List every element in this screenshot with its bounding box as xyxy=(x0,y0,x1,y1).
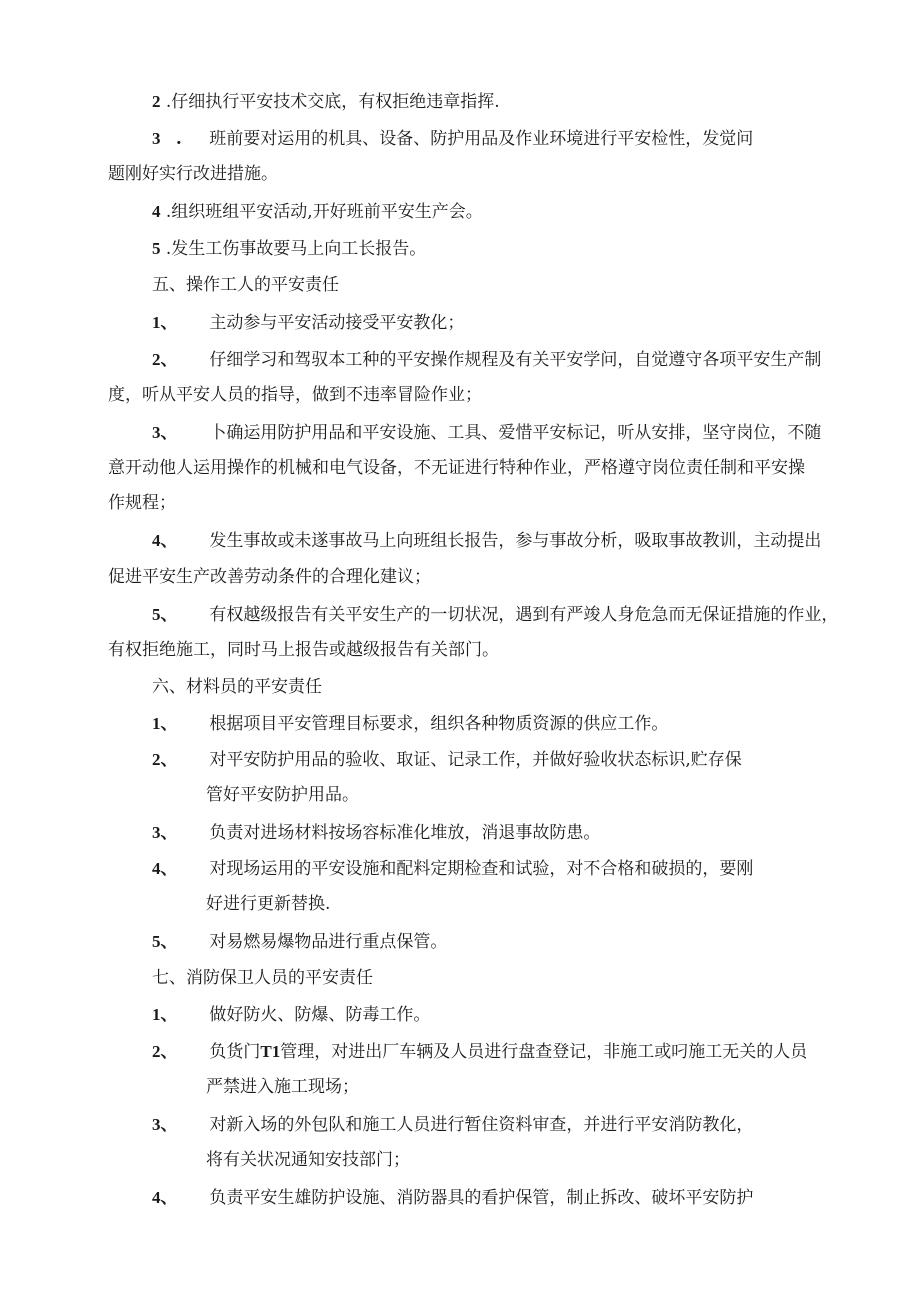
item-text: .仔细执行平安技术交底，有权拒绝违章指挥. xyxy=(165,92,500,112)
item-dot: . xyxy=(175,129,182,149)
item-text: 班前要对运用的机具、设备、防护用品及作业环境进行平安检性，发觉问 xyxy=(209,129,754,149)
s6-item-5 xyxy=(152,930,447,954)
item-number: 1、 xyxy=(152,1005,178,1024)
item-number: 5、 xyxy=(152,605,178,624)
item-text-a: 负货门 xyxy=(209,1042,261,1062)
s7-item-2-cont: 严禁进入施工现场； xyxy=(206,1077,359,1097)
s4-item-3 xyxy=(152,127,753,151)
s5-item-1 xyxy=(152,311,464,335)
item-text: 有权越级报告有关平安生产的一切状况，遇到有严竣人身危急而无保证措施的作业， xyxy=(209,605,839,625)
s7-item-2 xyxy=(152,1040,807,1064)
item-text: 负责平安生雄防护设施、消防器具的看护保管，制止拆改、破坏平安防护 xyxy=(209,1188,754,1208)
item-text: 仔细学习和驾驭本工种的平安操作规程及有关平安学问，自觉遵守各项平安生产制 xyxy=(209,350,822,370)
s7-item-4 xyxy=(152,1186,753,1210)
item-number: 5 xyxy=(152,239,161,258)
s5-item-3-cont: 意开动他人运用操作的机械和电气设备，不无证进行特种作业，严格遵守岗位责任制和平安操 xyxy=(108,458,805,478)
item-number: 1、 xyxy=(152,714,178,733)
s5-item-3-cont2: 作规程； xyxy=(108,493,176,513)
item-number: 3、 xyxy=(152,423,178,442)
item-text-b: T1 xyxy=(260,1042,281,1061)
s5-item-5 xyxy=(152,603,838,627)
item-number: 2、 xyxy=(152,1042,178,1061)
item-number: 3 xyxy=(152,129,161,148)
s7-item-1 xyxy=(152,1003,430,1027)
s7-item-3 xyxy=(152,1113,753,1137)
section-heading-6: 六、材料员的平安责任 xyxy=(152,677,322,697)
item-text: .发生工伤事故要马上向工长报告。 xyxy=(165,239,427,259)
item-number: 2 xyxy=(152,92,161,111)
s6-item-2 xyxy=(152,748,742,772)
s6-item-3 xyxy=(152,821,600,845)
s5-item-4 xyxy=(152,529,821,553)
s7-item-3-cont: 将有关状况通知安技部门； xyxy=(206,1150,410,1170)
item-text-c: 管理，对进出厂车辆及人员进行盘查登记，非施工或叼施工无关的人员 xyxy=(280,1042,808,1062)
s5-item-3 xyxy=(152,421,821,445)
s4-item-2 xyxy=(152,90,500,114)
item-text: 发生事故或未遂事故马上向班组长报告，参与事故分析，吸取事故教训，主动提出 xyxy=(209,531,822,551)
s5-item-2 xyxy=(152,348,821,372)
s6-item-4-cont: 好进行更新替换. xyxy=(206,894,331,914)
item-number: 3、 xyxy=(152,823,178,842)
s5-item-2-cont: 度，听从平安人员的指导，做到不违率冒险作业； xyxy=(108,385,482,405)
item-number: 2、 xyxy=(152,350,178,369)
s6-item-4 xyxy=(152,857,753,881)
item-text: 卜确运用防护用品和平安设施、工具、爱惜平安标记，听从安排，坚守岗位，不随 xyxy=(209,423,822,443)
item-text: 对易燃易爆物品进行重点保管。 xyxy=(209,932,448,952)
item-number: 4、 xyxy=(152,531,178,550)
item-number: 4 xyxy=(152,202,161,221)
item-text: 负责对进场材料按场容标准化堆放，消退事故防患。 xyxy=(209,823,601,843)
section-heading-5: 五、操作工人的平安责任 xyxy=(152,275,339,295)
item-text: 根据项目平安管理目标要求，组织各种物质资源的供应工作。 xyxy=(209,714,669,734)
item-number: 4、 xyxy=(152,859,178,878)
item-number: 5、 xyxy=(152,932,178,951)
item-text: 对平安防护用品的验收、取证、记录工作，并做好验收状态标识,贮存保 xyxy=(209,750,742,770)
item-text: 对现场运用的平安设施和配料定期检查和试验，对不合格和破损的，要刚 xyxy=(209,859,754,879)
s6-item-2-cont: 管好平安防护用品。 xyxy=(206,785,359,805)
item-number: 2、 xyxy=(152,750,178,769)
item-text: 主动参与平安活动接受平安教化； xyxy=(209,313,465,333)
s5-item-5-cont: 有权拒绝施工，同时马上报告或越级报告有关部门。 xyxy=(108,640,499,660)
s4-item-3-cont: 题刚好实行改进措施。 xyxy=(108,164,278,184)
section-heading-7: 七、消防保卫人员的平安责任 xyxy=(152,968,373,988)
item-number: 1、 xyxy=(152,313,178,332)
s6-item-1 xyxy=(152,712,668,736)
item-text: .组织班组平安活动,开好班前平安生产会。 xyxy=(165,202,483,222)
item-text: 对新入场的外包队和施工人员进行暂住资料审查，并进行平安消防教化， xyxy=(209,1115,754,1135)
item-text: 做好防火、防爆、防毒工作。 xyxy=(209,1005,431,1025)
item-number: 3、 xyxy=(152,1115,178,1134)
s4-item-5 xyxy=(152,237,426,261)
s4-item-4 xyxy=(152,200,483,224)
item-number: 4、 xyxy=(152,1188,178,1207)
s5-item-4-cont: 促进平安生产改善劳动条件的合理化建议； xyxy=(108,567,431,587)
